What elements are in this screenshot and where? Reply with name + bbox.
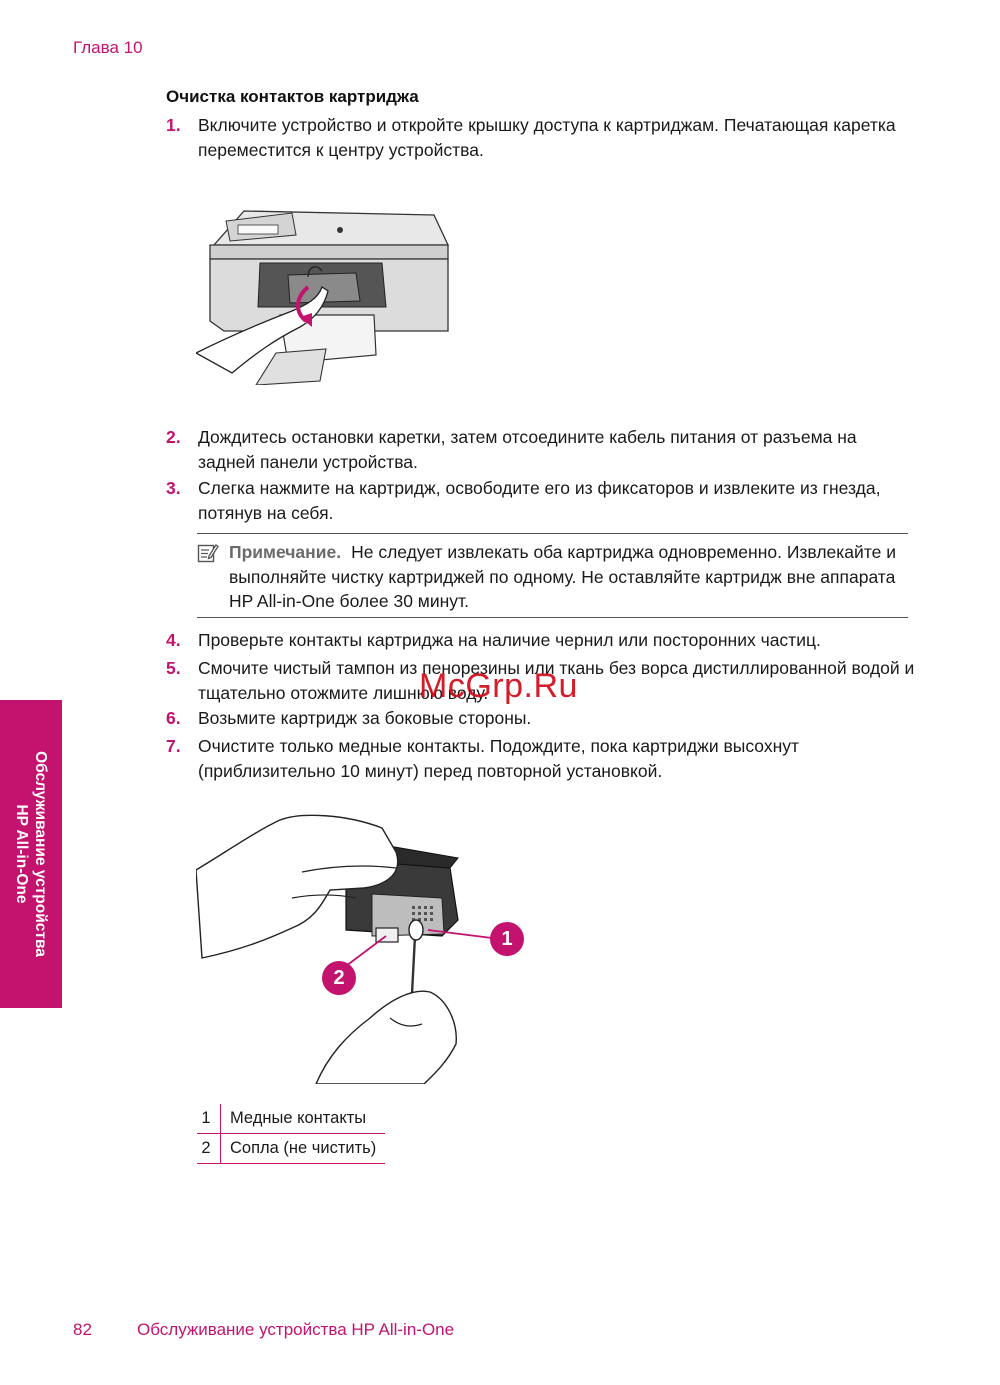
legend-index: 2 — [197, 1134, 221, 1164]
step-number: 4. — [166, 630, 181, 650]
step-text: Очистите только медные контакты. Подождите, пока картриджи высохнут (приблизительно 10 минут) перед повторной установкой. — [198, 736, 800, 781]
note-text: Не следует извлекать оба картриджа одновременно. Извлекайте и выполняйте чистку картриджей по одному. Не оставляйте картридж вне аппарата HP All-in-One более 30 минут. — [229, 542, 897, 611]
side-tab-line-2: HP All-in-One — [13, 804, 30, 904]
page-number: 82 — [73, 1320, 92, 1339]
step-text: Возьмите картридж за боковые стороны. — [198, 708, 532, 728]
step-1 — [166, 113, 916, 163]
step-6 — [166, 706, 916, 731]
note-block — [197, 540, 912, 614]
step-text: Дождитесь остановки каретки, затем отсоедините кабель питания от разъема на задней панели устройства. — [198, 427, 857, 472]
legend-index: 1 — [197, 1104, 221, 1134]
cartridge-cleaning-illustration — [196, 812, 526, 1084]
step-text: Смочите чистый тампон из пенорезины или ткань без ворса дистиллированной водой и тщательно отожмите лишнюю воду. — [198, 658, 915, 703]
printer-open-door-illustration — [196, 203, 458, 385]
step-number: 2. — [166, 427, 181, 447]
step-number: 5. — [166, 658, 181, 678]
step-number: 3. — [166, 478, 181, 498]
legend-label: Медные контакты — [221, 1104, 386, 1134]
watermark: McGrp.Ru — [419, 667, 578, 705]
callout-1: 1 — [490, 922, 524, 956]
note-top-rule — [197, 533, 908, 534]
note-label: Примечание. — [229, 542, 342, 562]
step-4 — [166, 628, 916, 653]
step-text: Слегка нажмите на картридж, освободите его из фиксаторов и извлеките из гнезда, потянув на себя. — [198, 478, 881, 523]
step-number: 1. — [166, 115, 181, 135]
chapter-label: Глава 10 — [73, 38, 143, 57]
step-7 — [166, 734, 916, 784]
step-number: 6. — [166, 708, 181, 728]
side-tab-text — [12, 751, 50, 957]
section-title: Очистка контактов картриджа — [166, 87, 419, 106]
note-body — [229, 540, 912, 614]
table-row — [197, 1134, 385, 1164]
note-pencil-icon — [197, 542, 219, 564]
callout-2: 2 — [322, 961, 356, 995]
step-text: Включите устройство и откройте крышку доступа к картриджам. Печатающая каретка переместится к центру устройства. — [198, 115, 896, 160]
section-side-tab — [0, 700, 62, 1008]
callout-legend-table — [197, 1104, 385, 1164]
step-text: Проверьте контакты картриджа на наличие чернил или посторонних частиц. — [198, 630, 821, 650]
legend-label: Сопла (не чистить) — [221, 1134, 386, 1164]
step-number: 7. — [166, 736, 181, 756]
step-3 — [166, 476, 916, 526]
table-row — [197, 1104, 385, 1134]
note-bottom-rule — [197, 617, 908, 618]
step-2 — [166, 425, 916, 475]
side-tab-line-1: Обслуживание устройства — [32, 751, 49, 957]
footer-title: Обслуживание устройства HP All-in-One — [137, 1320, 455, 1339]
